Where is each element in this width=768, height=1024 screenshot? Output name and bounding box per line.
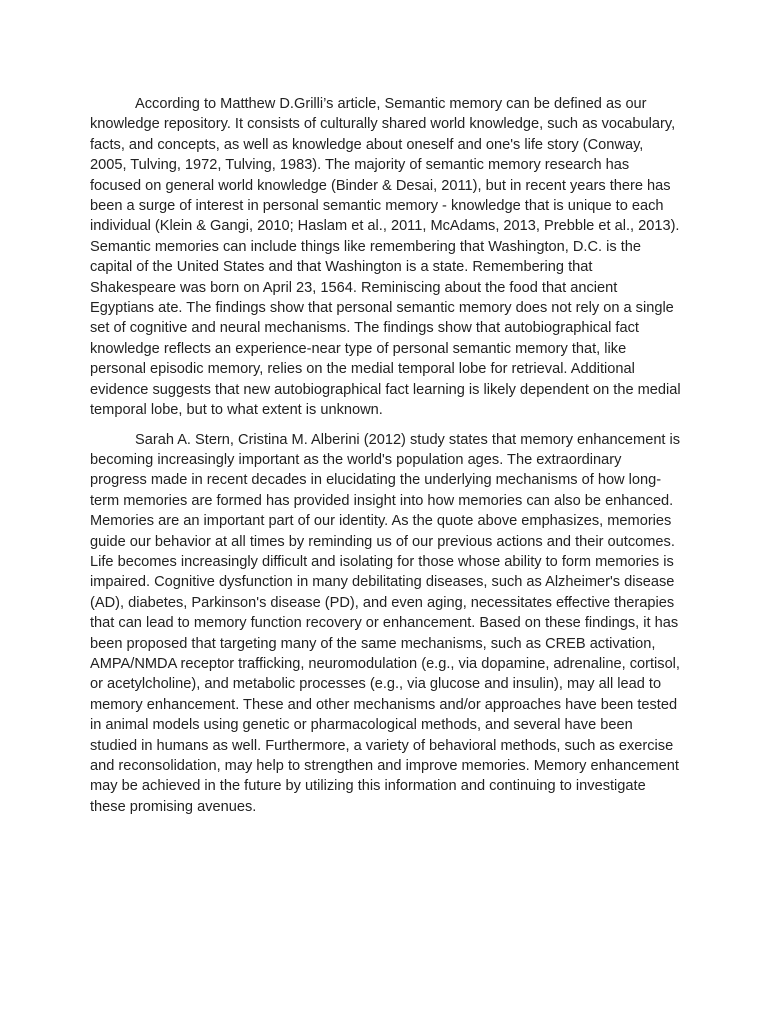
paragraph-semantic-memory: According to Matthew D.Grilli’s article, Semantic memory can be defined as our knowledge repository. It consists of culturally shared world knowledge, such as vocabulary, facts, and concepts, as well as knowledge about oneself and one's life story (Conway, 2005, Tulving, 1972, Tulving, 1983). The majority of semantic memory research has focused on general world knowledge (Binder & Desai, 2011), but in recent years there has been a surge of interest in personal semantic memory - knowledge that is unique to each individual (Klein & Gangi, 2010; Haslam et al., 2011, McAdams, 2013, Prebble et al., 2013). Semantic memories can include things like remembering that Washington, D.C. is the capital of the United States and that Washington is a state. Remembering that Shakespeare was born on April 23, 1564. Reminiscing about the food that ancient Egyptians ate. The findings show that personal semantic memory does not rely on a single set of cognitive and neural mechanisms. The findings show that autobiographical fact knowledge reflects an experience-near type of personal semantic memory that, like personal episodic memory, relies on the medial temporal lobe for retrieval. Additional evidence suggests that new autobiographical fact learning is likely dependent on the medial temporal lobe, but to what extent is unknown. — [90, 96, 681, 419]
document-body — [90, 94, 682, 817]
paragraph-memory-enhancement: Sarah A. Stern, Cristina M. Alberini (2012) study states that memory enhancement is becoming increasingly important as the world's population ages. The extraordinary progress made in recent decades in elucidating the underlying mechanisms of how long-term memories are formed has provided insight into how memories can also be enhanced. Memories are an important part of our identity. As the quote above emphasizes, memories guide our behavior at all times by reminding us of our previous actions and their outcomes. Life becomes increasingly difficult and isolating for those whose ability to form memories is impaired. Cognitive dysfunction in many debilitating diseases, such as Alzheimer's disease (AD), diabetes, Parkinson's disease (PD), and even aging, necessitates effective therapies that can lead to memory function recovery or enhancement. Based on these findings, it has been proposed that targeting many of the same mechanisms, such as CREB activation, AMPA/NMDA receptor trafficking, neuromodulation (e.g., via dopamine, adrenaline, cortisol, or acetylcholine), and metabolic processes (e.g., via glucose and insulin), may all lead to memory enhancement. These and other mechanisms and/or approaches have been tested in animal models using genetic or pharmacological methods, and several have been studied in humans as well. Furthermore, a variety of behavioral methods, such as exercise and reconsolidation, may help to strengthen and improve memories. Memory enhancement may be achieved in the future by utilizing this information and continuing to investigate these promising avenues. — [90, 431, 681, 815]
